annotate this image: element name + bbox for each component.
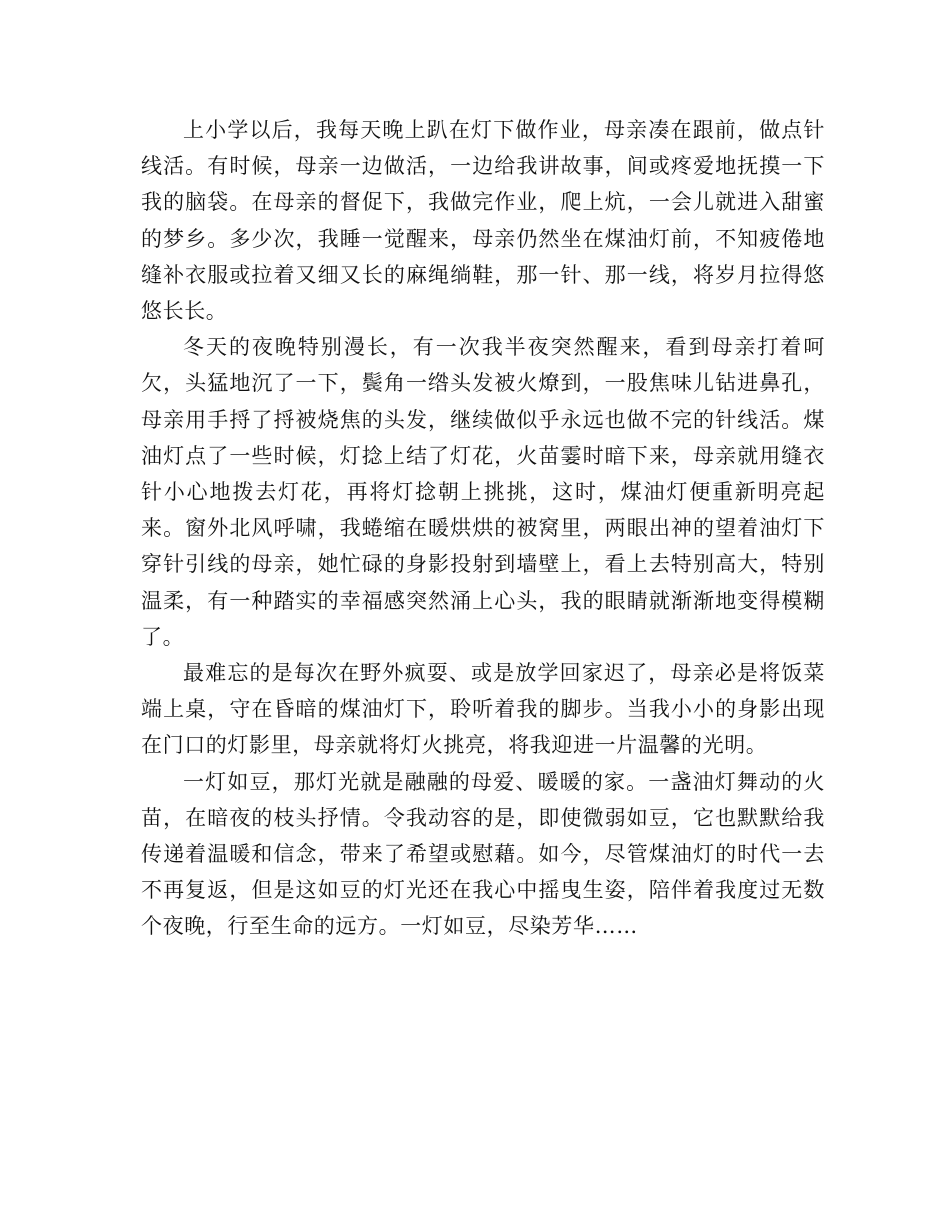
paragraph: 上小学以后，我每天晚上趴在灯下做作业，母亲凑在跟前，做点针线活。有时候，母亲一边做活，一边给我讲故事，间或疼爱地抚摸一下我的脑袋。在母亲的督促下，我做完作业，爬上炕，一会儿就进入甜蜜的梦乡。多少次，我睡一觉醒来，母亲仍然坐在煤油灯前，不知疲倦地缝补衣服或拉着又细又长的麻绳绱鞋，那一针、那一线，将岁月拉得悠悠长长。 [141, 118, 825, 324]
paragraph: 冬天的夜晚特别漫长，有一次我半夜突然醒来，看到母亲打着呵欠，头猛地沉了一下，鬓角一绺头发被火燎到，一股焦味儿钻进鼻孔，母亲用手捋了捋被烧焦的头发，继续做似乎永远也做不完的针线活。煤油灯点了一些时候，灯捻上结了灯花，火苗霎时暗下来，母亲就用缝衣针小心地拨去灯花，再将灯捻朝上挑挑，这时，煤油灯便重新明亮起来。窗外北风呼啸，我蜷缩在暖烘烘的被窝里，两眼出神的望着油灯下穿针引线的母亲，她忙碌的身影投射到墙壁上，看上去特别高大，特别温柔，有一种踏实的幸福感突然涌上心头，我的眼睛就渐渐地变得模糊了。 [141, 335, 825, 649]
document-body [141, 112, 825, 945]
paragraph: 最难忘的是每次在野外疯耍、或是放学回家迟了，母亲必是将饭菜端上桌，守在昏暗的煤油灯下，聆听着我的脚步。当我小小的身影出现在门口的灯影里，母亲就将灯火挑亮，将我迎进一片温馨的光明。 [141, 661, 825, 758]
paragraph: 一灯如豆，那灯光就是融融的母爱、暖暖的家。一盏油灯舞动的火苗，在暗夜的枝头抒情。令我动容的是，即使微弱如豆，它也默默给我传递着温暖和信念，带来了希望或慰藉。如今，尽管煤油灯的时代一去不再复返，但是这如豆的灯光还在我心中摇曳生姿，陪伴着我度过无数个夜晚，行至生命的远方。一灯如豆，尽染芳华…… [141, 769, 825, 939]
